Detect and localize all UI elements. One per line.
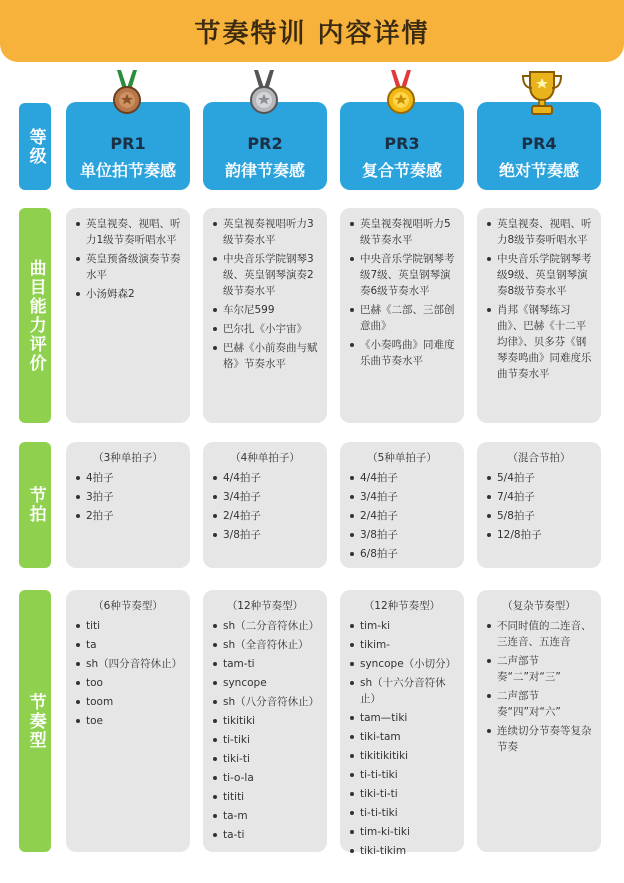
list-item: 4/4拍子 <box>211 470 319 486</box>
list-item: 巴赫《小前奏曲与赋格》节奏水平 <box>211 340 319 372</box>
gold-medal-icon <box>383 70 419 118</box>
list-item: 不同时值的二连音、三连音、五连音 <box>485 618 593 650</box>
list-item: 英皇视奏视唱听力3级节奏水平 <box>211 216 319 248</box>
box-heading: （5种单拍子） <box>367 452 437 464</box>
trophy-icon <box>520 68 564 116</box>
rhythm-box-pr4 <box>477 590 601 852</box>
list-item: 4拍子 <box>74 470 182 486</box>
list-item: 12/8拍子 <box>485 527 593 543</box>
box-heading: （3种单拍子） <box>93 452 163 464</box>
box-heading: （4种单拍子） <box>230 452 300 464</box>
list-item: tiki-tam <box>348 729 456 745</box>
page-title: 节奏特训 内容详情 <box>194 19 430 49</box>
list-item: ta-ti <box>211 827 319 843</box>
level-code: PR4 <box>521 134 557 153</box>
list-item: ti-tiki <box>211 732 319 748</box>
ability-box-pr4 <box>477 208 601 423</box>
level-title: 韵律节奏感 <box>224 161 305 180</box>
list-item: 巴尔扎《小宇宙》 <box>211 321 319 337</box>
list-item: 英皇视奏、视唱、听力8级节奏听唱水平 <box>485 216 593 248</box>
list-item: toom <box>74 694 182 710</box>
meter-box-pr3 <box>340 442 464 568</box>
list-item: 英皇视奏视唱听力5级节奏水平 <box>348 216 456 248</box>
level-code: PR1 <box>110 134 146 153</box>
list-item: 肖邦《钢琴练习曲》、巴赫《十二平均律》、贝多芬《钢琴奏鸣曲》同难度乐曲节奏水平 <box>485 302 593 382</box>
list-item: ti-ti-tiki <box>348 767 456 783</box>
list-item: 5/4拍子 <box>485 470 593 486</box>
level-code: PR3 <box>384 134 420 153</box>
list-item: 二声部节奏“二”对“三” <box>485 653 593 685</box>
list-item: sh（十六分音符休止） <box>348 675 456 707</box>
box-heading: （6种节奏型） <box>93 600 163 612</box>
row-label-meter: 节拍 <box>19 442 51 568</box>
list-item: too <box>74 675 182 691</box>
level-code: PR2 <box>247 134 283 153</box>
list-item: syncope <box>211 675 319 691</box>
list-item: 3/8拍子 <box>211 527 319 543</box>
meter-box-pr2 <box>203 442 327 568</box>
silver-medal-icon <box>246 70 282 118</box>
box-heading: （12种节奏型） <box>226 600 304 612</box>
list-item: sh（全音符休止） <box>211 637 319 653</box>
list-item: sh（四分音符休止） <box>74 656 182 672</box>
list-item: ta-m <box>211 808 319 824</box>
rhythm-box-pr1 <box>66 590 190 852</box>
list-item: ta <box>74 637 182 653</box>
list-item: 6/8拍子 <box>348 546 456 562</box>
list-item: tiki-ti <box>211 751 319 767</box>
row-label-ability: 曲目能力评价 <box>19 208 51 423</box>
row-label-rhythm: 节奏型 <box>19 590 51 852</box>
list-item: ti-ti-tiki <box>348 805 456 821</box>
rhythm-box-pr3 <box>340 590 464 857</box>
list-item: tim-ki <box>348 618 456 634</box>
ability-box-pr3 <box>340 208 464 423</box>
level-title: 复合节奏感 <box>361 161 442 180</box>
list-item: 3拍子 <box>74 489 182 505</box>
rhythm-box-pr2 <box>203 590 327 852</box>
list-item: 3/8拍子 <box>348 527 456 543</box>
list-item: 2/4拍子 <box>348 508 456 524</box>
list-item: toe <box>74 713 182 729</box>
list-item: 7/4拍子 <box>485 489 593 505</box>
list-item: tam-ti <box>211 656 319 672</box>
list-item: tikitiki <box>211 713 319 729</box>
list-item: syncope（小切分） <box>348 656 456 672</box>
list-item: titi <box>74 618 182 634</box>
list-item: 2拍子 <box>74 508 182 524</box>
list-item: 中央音乐学院钢琴考级9级、英皇钢琴演奏8级节奏水平 <box>485 251 593 299</box>
list-item: tim-ki-tiki <box>348 824 456 840</box>
list-item: 2/4拍子 <box>211 508 319 524</box>
list-item: 3/4拍子 <box>348 489 456 505</box>
list-item: 4/4拍子 <box>348 470 456 486</box>
list-item: tikitikitiki <box>348 748 456 764</box>
list-item: tiki-ti-ti <box>348 786 456 802</box>
level-title: 绝对节奏感 <box>498 161 579 180</box>
meter-box-pr1 <box>66 442 190 568</box>
list-item: 《小奏鸣曲》同难度乐曲节奏水平 <box>348 337 456 369</box>
list-item: sh（八分音符休止） <box>211 694 319 710</box>
bronze-medal-icon <box>109 70 145 118</box>
title-banner <box>0 0 624 62</box>
level-title: 单位拍节奏感 <box>79 161 176 180</box>
box-heading: （复杂节奏型） <box>502 600 576 612</box>
list-item: 二声部节奏“四”对“六” <box>485 688 593 720</box>
list-item: 5/8拍子 <box>485 508 593 524</box>
list-item: tiki-tikim <box>348 843 456 859</box>
list-item: 连续切分节奏等复杂节奏 <box>485 723 593 755</box>
list-item: sh（二分音符休止） <box>211 618 319 634</box>
list-item: tikim- <box>348 637 456 653</box>
list-item: ti-o-la <box>211 770 319 786</box>
list-item: 小汤姆森2 <box>74 286 182 302</box>
box-heading: （混合节拍） <box>507 452 571 464</box>
ability-box-pr1 <box>66 208 190 423</box>
list-item: tititi <box>211 789 319 805</box>
list-item: 英皇视奏、视唱、听力1级节奏听唱水平 <box>74 216 182 248</box>
list-item: 英皇预备级演奏节奏水平 <box>74 251 182 283</box>
list-item: tam—tiki <box>348 710 456 726</box>
list-item: 中央音乐学院钢琴3级、英皇钢琴演奏2级节奏水平 <box>211 251 319 299</box>
list-item: 3/4拍子 <box>211 489 319 505</box>
list-item: 巴赫《二部、三部创意曲》 <box>348 302 456 334</box>
box-heading: （12种节奏型） <box>363 600 441 612</box>
ability-box-pr2 <box>203 208 327 423</box>
row-label-level: 等级 <box>19 103 51 190</box>
list-item: 中央音乐学院钢琴考级7级、英皇钢琴演奏6级节奏水平 <box>348 251 456 299</box>
list-item: 车尔尼599 <box>211 302 319 318</box>
meter-box-pr4 <box>477 442 601 568</box>
